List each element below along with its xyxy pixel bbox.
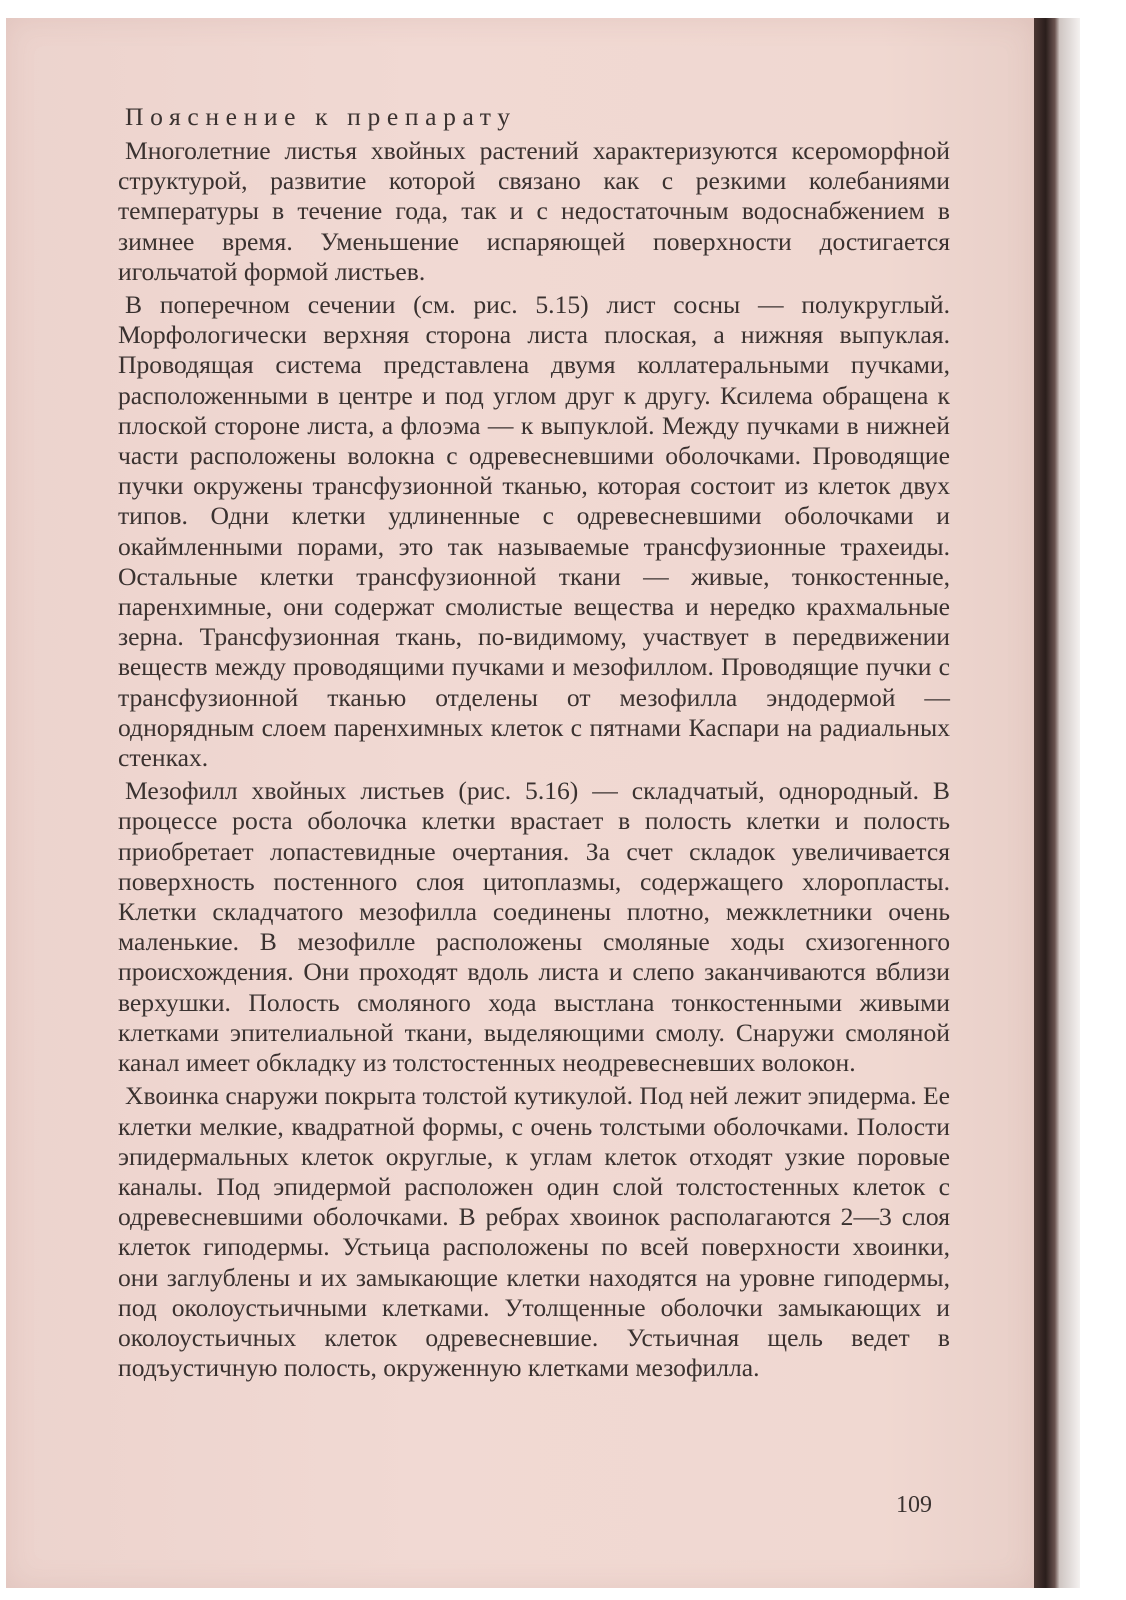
body-text [118,102,950,1383]
section-heading: Пояснение к препарату [125,102,517,131]
paragraph-2: В поперечном сечении (см. рис. 5.15) лист сосны — полукруглый. Морфологически верхняя сторона листа плоская, а нижняя выпуклая. Проводящая система представлена двумя коллатеральными пучками, расположенными в центре и под углом друг к другу. Ксилема обращена к плоской стороне листа, а флоэма — к выпуклой. Между пучками в нижней части расположены волокна с одревесневшими оболочками. Проводящие пучки окружены трансфузионной тканью, которая состоит из клеток двух типов. Одни клетки удлиненные с одревесневшими оболочками и окаймленными порами, это так называемые трансфузионные трахеиды. Остальные клетки трансфузионной ткани — живые, тонкостенные, паренхимные, они содержат смолистые вещества и нередко крахмальные зерна. Трансфузионная ткань, по-видимому, участвует в передвижении веществ между проводящими пучками и мезофиллом. Проводящие пучки с трансфузионной тканью отделены от мезофилла эндодермой — однорядным слоем паренхимных клеток с пятнами Каспари на радиальных стенках. [118,290,950,773]
paragraph-3: Мезофилл хвойных листьев (рис. 5.16) — складчатый, однородный. В процессе роста оболочка клетки врастает в полость клетки и полость приобретает лопастевидные очертания. За счет складок увеличивается поверхность постенного слоя цитоплазмы, содержащего хлоропласты. Клетки складчатого мезофилла соединены плотно, межклетники очень маленькие. В мезофилле расположены смоляные ходы схизогенного происхождения. Они проходят вдоль листа и слепо заканчиваются вблизи верхушки. Полость смоляного хода выстлана тонкостенными живыми клетками эпителиальной ткани, выделяющими смолу. Снаружи смоляной канал имеет обкладку из толстостенных неодревесневших волокон. [118,776,950,1078]
book-spine-shadow [1034,18,1060,1588]
book-page-edge [1060,18,1080,1588]
paragraph-1: Многолетние листья хвойных растений характеризуются ксероморфной структурой, развитие которой связано как с резкими колебаниями температуры в течение года, так и с недостаточным водоснабжением в зимнее время. Уменьшение испаряющей поверхности достигается игольчатой формой листьев. [118,136,950,286]
page-number: 109 [896,1492,932,1518]
paragraph-4: Хвоинка снаружи покрыта толстой кутикулой. Под ней лежит эпидерма. Ее клетки мелкие, квадратной формы, с очень толстыми оболочками. Полости эпидермальных клеток округлые, к углам клеток отходят узкие поровые каналы. Под эпидермой расположен один слой толстостенных клеток с одревесневшими оболочками. В ребрах хвоинок располагаются 2—3 слоя клеток гиподермы. Устьица расположены по всей поверхности хвоинки, они заглублены и их замыкающие клетки находятся на уровне гиподермы, под околоустьичными клетками. Утолщенные оболочки замыкающих и околоустьичных клеток одревесневшие. Устьичная щель ведет в подъустичную полость, окруженную клетками мезофилла. [118,1081,950,1383]
